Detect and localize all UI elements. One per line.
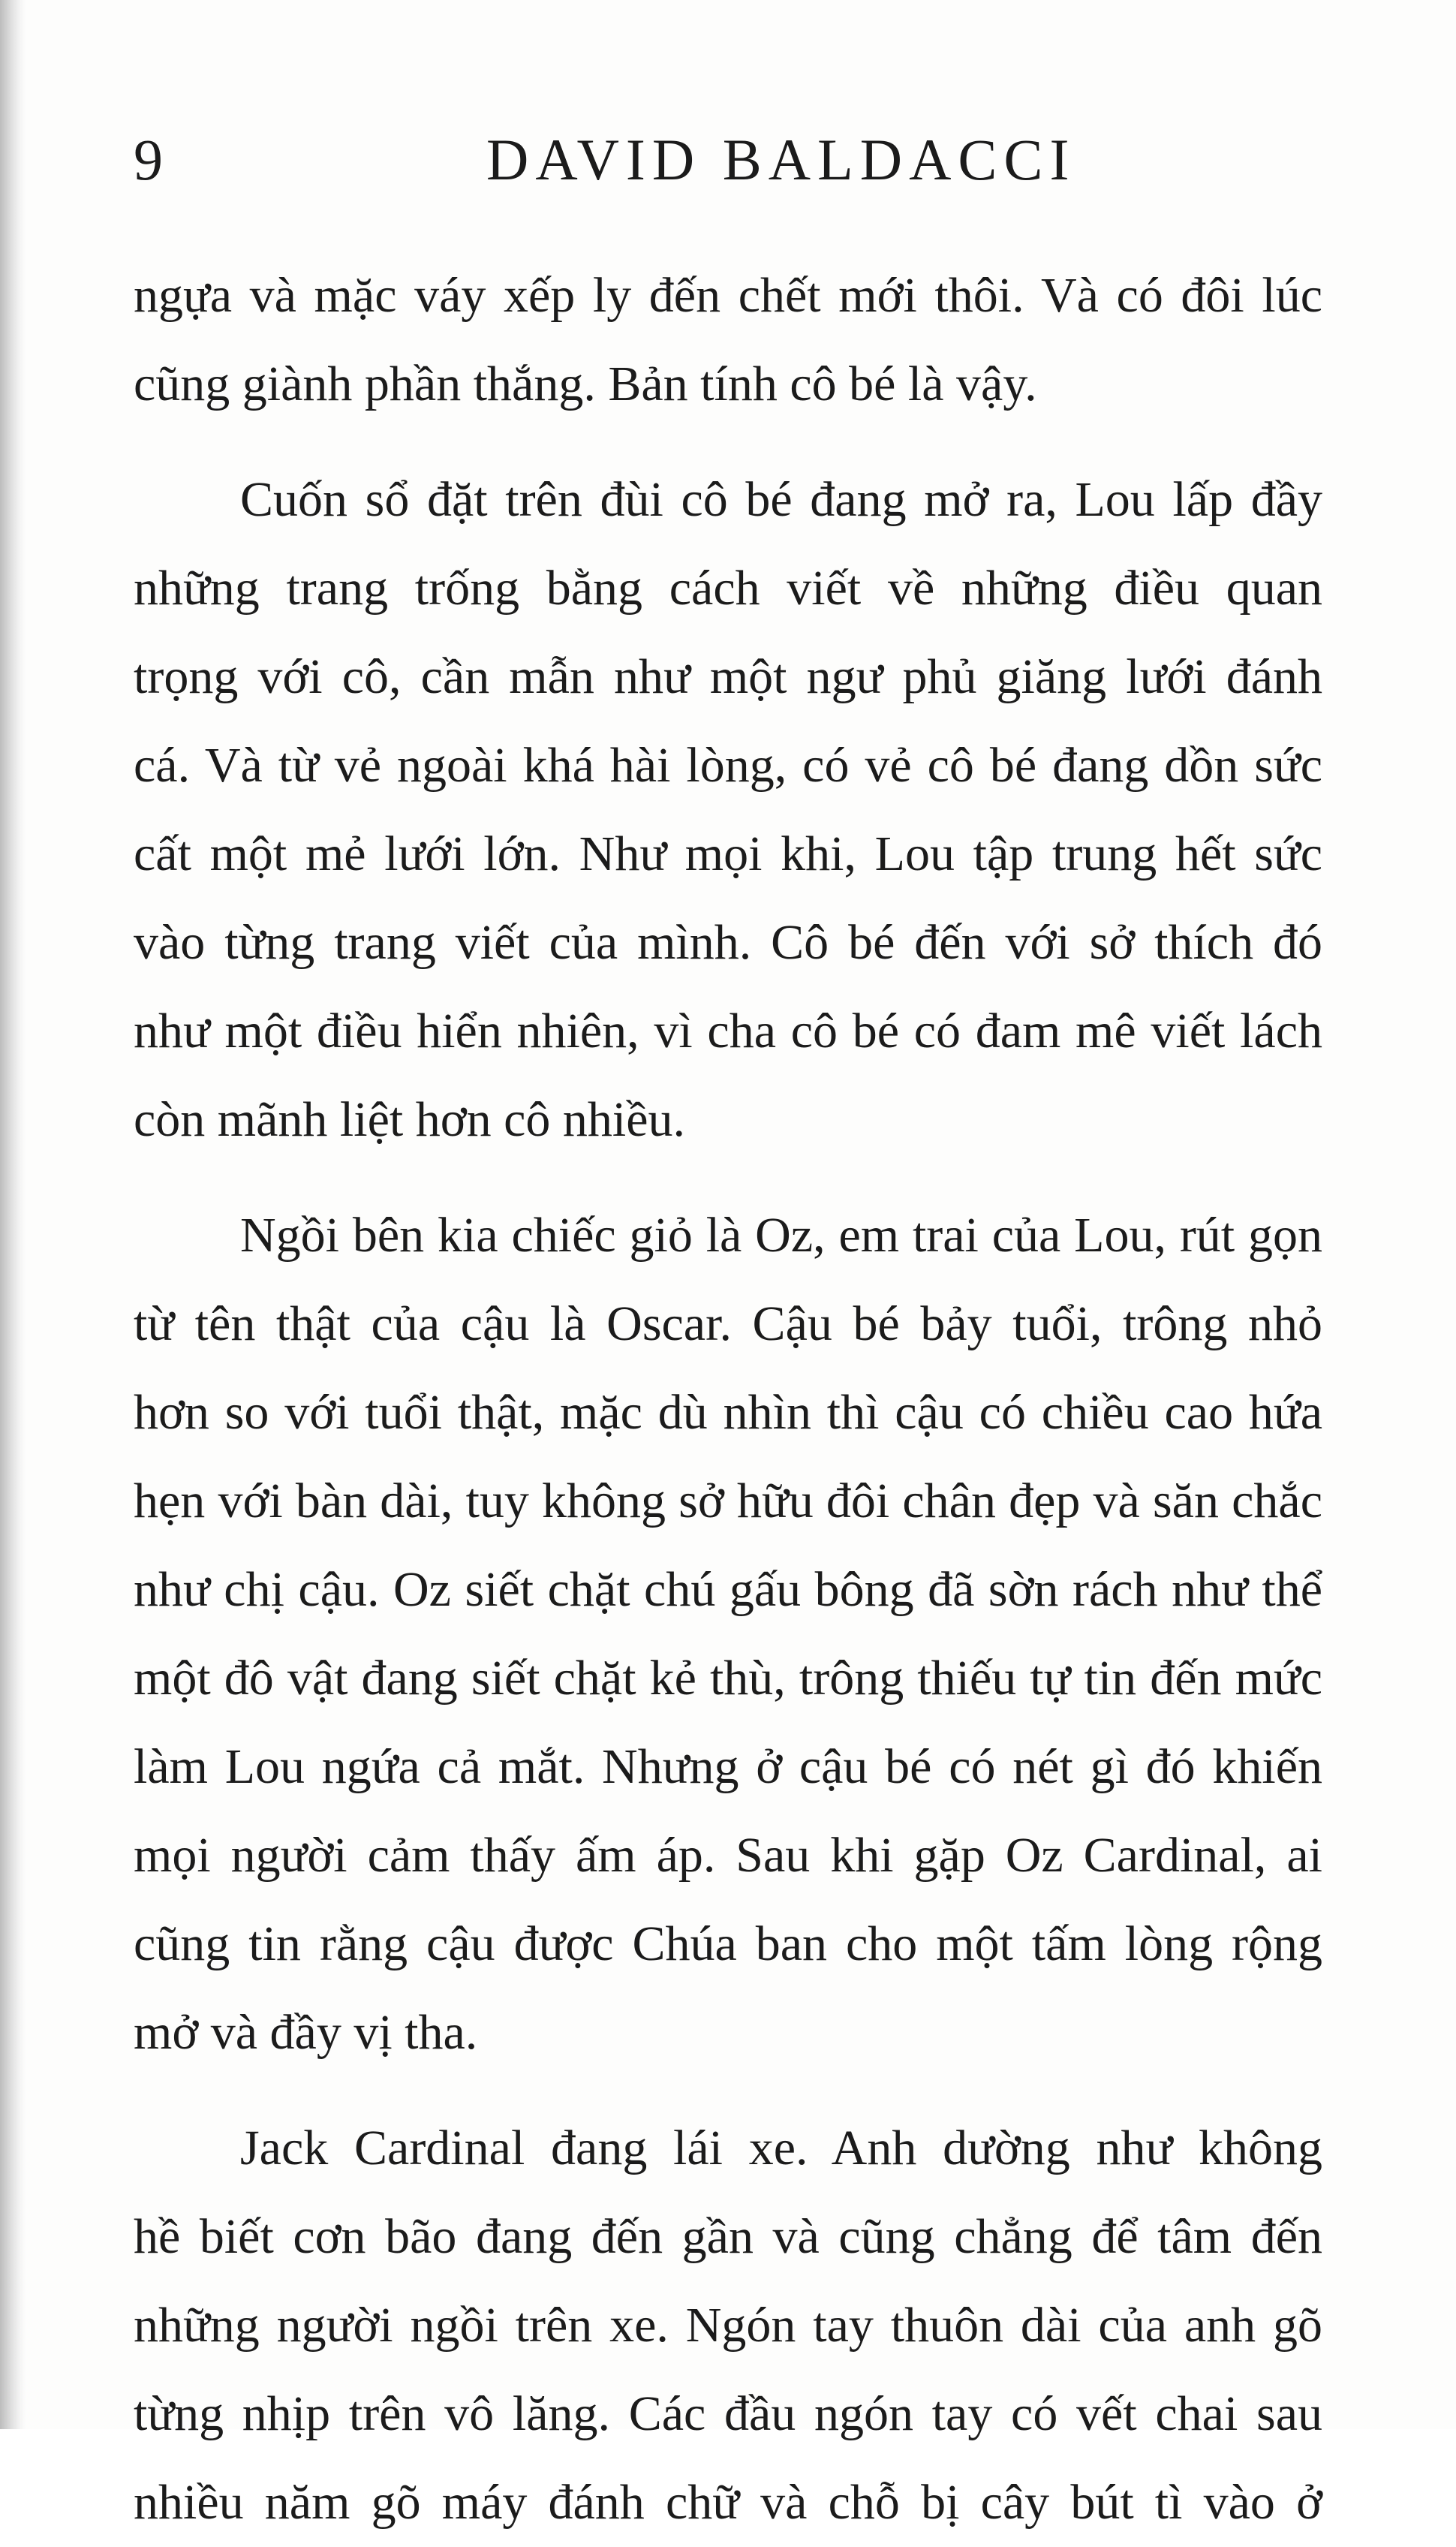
text-line: từ tên thật của cậu là Oscar. Cậu bé bảy tuổi, trông nhỏ [134,1296,1322,1351]
text-line: hề biết cơn bão đang đến gần và cũng chẳng để tâm đến [134,2209,1322,2264]
text-line: còn mãnh liệt hơn cô nhiều. [134,1092,686,1147]
text-line: trọng với cô, cần mẫn như một ngư phủ giăng lưới đánh [134,649,1322,704]
text-line: cũng giành phần thắng. Bản tính cô bé là vậy. [134,357,1037,411]
text-line: vào từng trang viết của mình. Cô bé đến với sở thích đó [134,915,1322,970]
text-line: mở và đầy vị tha. [134,2005,478,2060]
text-line: như một điều hiển nhiên, vì cha cô bé có đam mê viết lách [134,1004,1322,1058]
text-line: những trang trống bằng cách viết về những điều quan [134,561,1322,616]
paragraph-gap [134,2077,1322,2104]
text-line: làm Lou ngứa cả mắt. Nhưng ở cậu bé có nét gì đó khiến [134,1739,1322,1794]
running-head [134,119,1334,201]
paragraph [134,1191,1322,2077]
running-title: DAVID BALDACCI [486,127,1076,192]
text-line: hơn so với tuổi thật, mặc dù nhìn thì cậu có chiều cao hứa [134,1385,1322,1440]
text-line: một đô vật đang siết chặt kẻ thù, trông thiếu tự tin đến mức [134,1651,1322,1706]
spine-shadow [0,0,26,2429]
paragraph-gap [134,429,1322,456]
text-line: nhiều năm gõ máy đánh chữ và chỗ bị cây bút tì vào ở [134,2475,1322,2530]
text-line: cũng tin rằng cậu được Chúa ban cho một tấm lòng rộng [134,1916,1322,1971]
text-line: Jack Cardinal đang lái xe. Anh dường như không [240,2121,1322,2175]
text-line: ngựa và mặc váy xếp ly đến chết mới thôi. Và có đôi lúc [134,268,1322,323]
page-number: 9 [134,127,164,192]
body-text [134,251,1322,2547]
text-line: như chị cậu. Oz siết chặt chú gấu bông đã sờn rách như thể [134,1562,1322,1617]
text-line: những người ngồi trên xe. Ngón tay thuôn dài của anh gõ [134,2298,1322,2353]
text-line: hẹn với bàn dài, tuy không sở hữu đôi chân đẹp và săn chắc [134,1474,1322,1528]
paragraph [134,2104,1322,2547]
text-line: từng nhịp trên vô lăng. Các đầu ngón tay có vết chai sau [134,2386,1322,2441]
text-line: cá. Và từ vẻ ngoài khá hài lòng, có vẻ cô bé đang dồn sức [134,738,1322,793]
paragraph [134,251,1322,429]
text-line: mọi người cảm thấy ấm áp. Sau khi gặp Oz Cardinal, ai [134,1828,1322,1883]
text-line: cất một mẻ lưới lớn. Như mọi khi, Lou tập trung hết sức [134,826,1322,881]
paragraph-gap [134,1164,1322,1191]
text-line: Ngồi bên kia chiếc giỏ là Oz, em trai của Lou, rút gọn [240,1208,1322,1263]
paragraph [134,456,1322,1164]
text-line: Cuốn sổ đặt trên đùi cô bé đang mở ra, Lou lấp đầy [240,472,1322,527]
